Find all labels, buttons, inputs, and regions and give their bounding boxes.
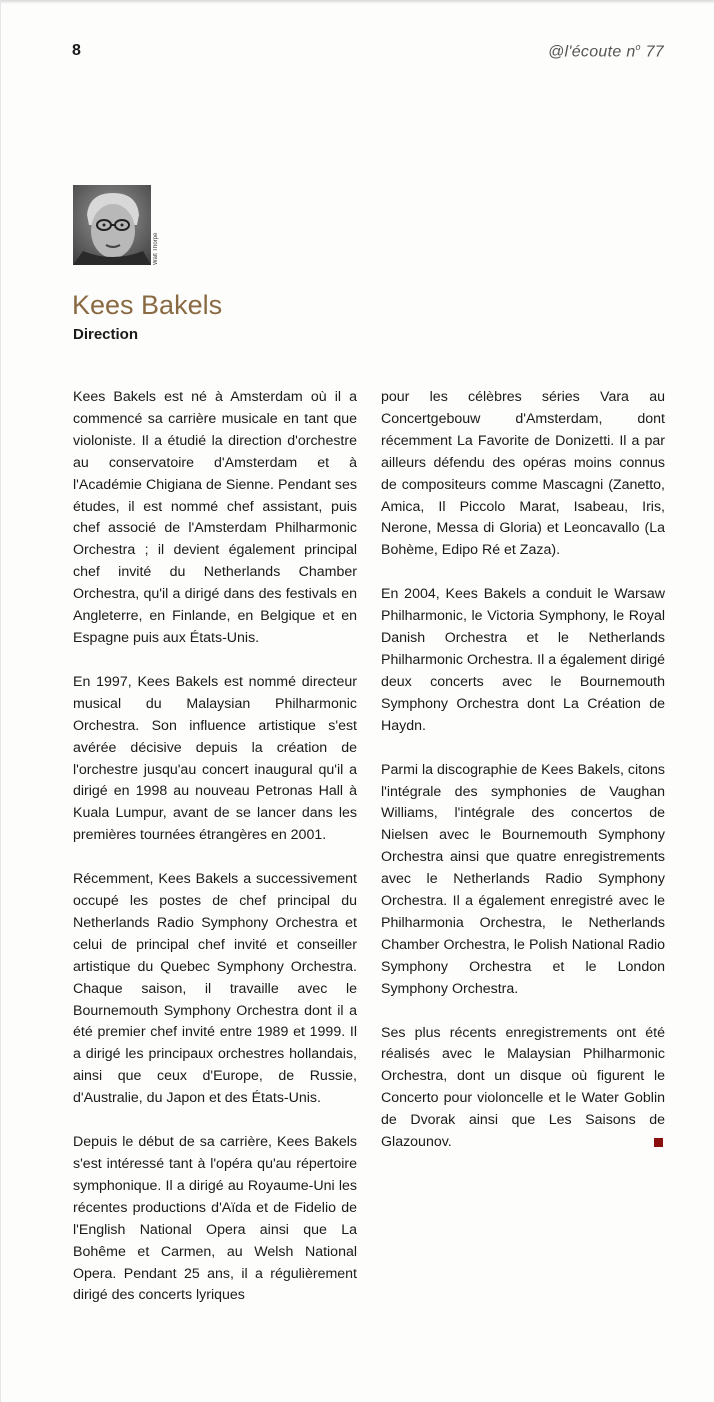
paragraph: En 1997, Kees Bakels est nommé directeur musical du Malaysian Philharmonic Orchestra. Son influence artistique s'est avérée décisive depuis la création de l'orchestre jusqu'au concert inaugural qu'il a dirigé en 1998 au nouveau Petronas Hall à Kuala Lumpur, avant de se lancer dans les premières tournées étrangères en 2001. bbox=[73, 673, 357, 844]
page-top-edge bbox=[1, 0, 714, 4]
paragraph: pour les célèbres séries Vara au Concertgebouw d'Amsterdam, dont récemment La Favorite de Donizetti. Il a par ailleurs défendu des opéras moins connus de compositeurs comme Mascagni (Zanetto, Amica, Il Piccolo Marat, Isabeau, Iris, Nerone, Messa di Gloria) et Leoncavallo (La Bohème, Edipo Ré et Zaza). bbox=[381, 389, 665, 559]
right-column bbox=[381, 387, 665, 1176]
paragraph: Depuis le début de sa carrière, Kees Bakels s'est intéressé tant à l'opéra qu'au répertoire symphonique. Il a dirigé au Royaume-Uni les récentes productions d'Aïda et de Fidelio de l'English National Opera ainsi que La Bohême et Carmen, au Welsh National Opera. Pendant 25 ans, il a régulièrement dirigé des concerts lyriques bbox=[73, 1134, 357, 1304]
issue-number: 77 bbox=[645, 43, 664, 61]
publication-name: @l'écoute n bbox=[547, 43, 636, 61]
end-of-article-mark bbox=[654, 1138, 663, 1147]
artist-role: Direction bbox=[73, 326, 139, 343]
left-column bbox=[73, 387, 357, 1329]
paragraph: Récemment, Kees Bakels a successivement occupé les postes de chef principal du Netherlands Radio Symphony Orchestra et celui de principal chef invité et conseiller artistique du Quebec Symphony Orchestra. Chaque saison, il travaille avec le Bournemouth Symphony Orchestra dont il a été premier chef invité entre 1989 et 1999. Il a dirigé les principaux orchestres hollandais, ainsi que ceux d'Europe, de Russie, d'Australie, du Japon et des États-Unis. bbox=[73, 871, 357, 1107]
paragraph: En 2004, Kees Bakels a conduit le Warsaw Philharmonic, le Victoria Symphony, le Royal Danish Orchestra et le Netherlands Philharmonic Orchestra. Il a également dirigé deux concerts avec le Bournemouth Symphony Orchestra dont La Création de Haydn. bbox=[381, 586, 665, 734]
portrait-image bbox=[73, 185, 151, 265]
photo-credit: Walt Thorpe bbox=[153, 232, 159, 265]
paragraph-text: Ses plus récents enregistrements ont été réalisés avec le Malaysian Philharmonic Orchestra, dont un disque où figurent le Concerto pour violoncelle et le Water Goblin de Dvorak ainsi que Les Saisons de Glazounov. bbox=[381, 1024, 665, 1151]
paragraph: Kees Bakels est né à Amsterdam où il a commencé sa carrière musicale en tant que violoniste. Il a étudié la direction d'orchestre au conservatoire d'Amsterdam et à l'Académie Chigiana de Sienne. Pendant ses études, il est nommé chef assistant, puis chef associé de l'Amsterdam Philharmonic Orchestra ; il devient également principal chef invité du Netherlands Chamber Orchestra, qu'il a dirigé dans des festivals en Angleterre, en Finlande, en Belgique et en Espagne puis aux États-Unis. bbox=[73, 389, 357, 646]
paragraph-last bbox=[381, 1023, 665, 1154]
page-number: 8 bbox=[72, 42, 81, 59]
issue-superscript: o bbox=[635, 42, 641, 52]
portrait-photo bbox=[73, 185, 151, 265]
artist-name: Kees Bakels bbox=[72, 290, 223, 320]
paragraph: Parmi la discographie de Kees Bakels, citons l'intégrale des symphonies de Vaughan Williams, l'intégrale des concertos de Nielsen avec le Bournemouth Symphony Orchestra ainsi que quatre enregistrements avec le Netherlands Radio Symphony Orchestra. Il a également enregistré avec le Philharmonia Orchestra, le Netherlands Chamber Orchestra, le Polish National Radio Symphony Orchestra et le London Symphony Orchestra. bbox=[381, 761, 665, 997]
publication-header bbox=[548, 42, 664, 61]
